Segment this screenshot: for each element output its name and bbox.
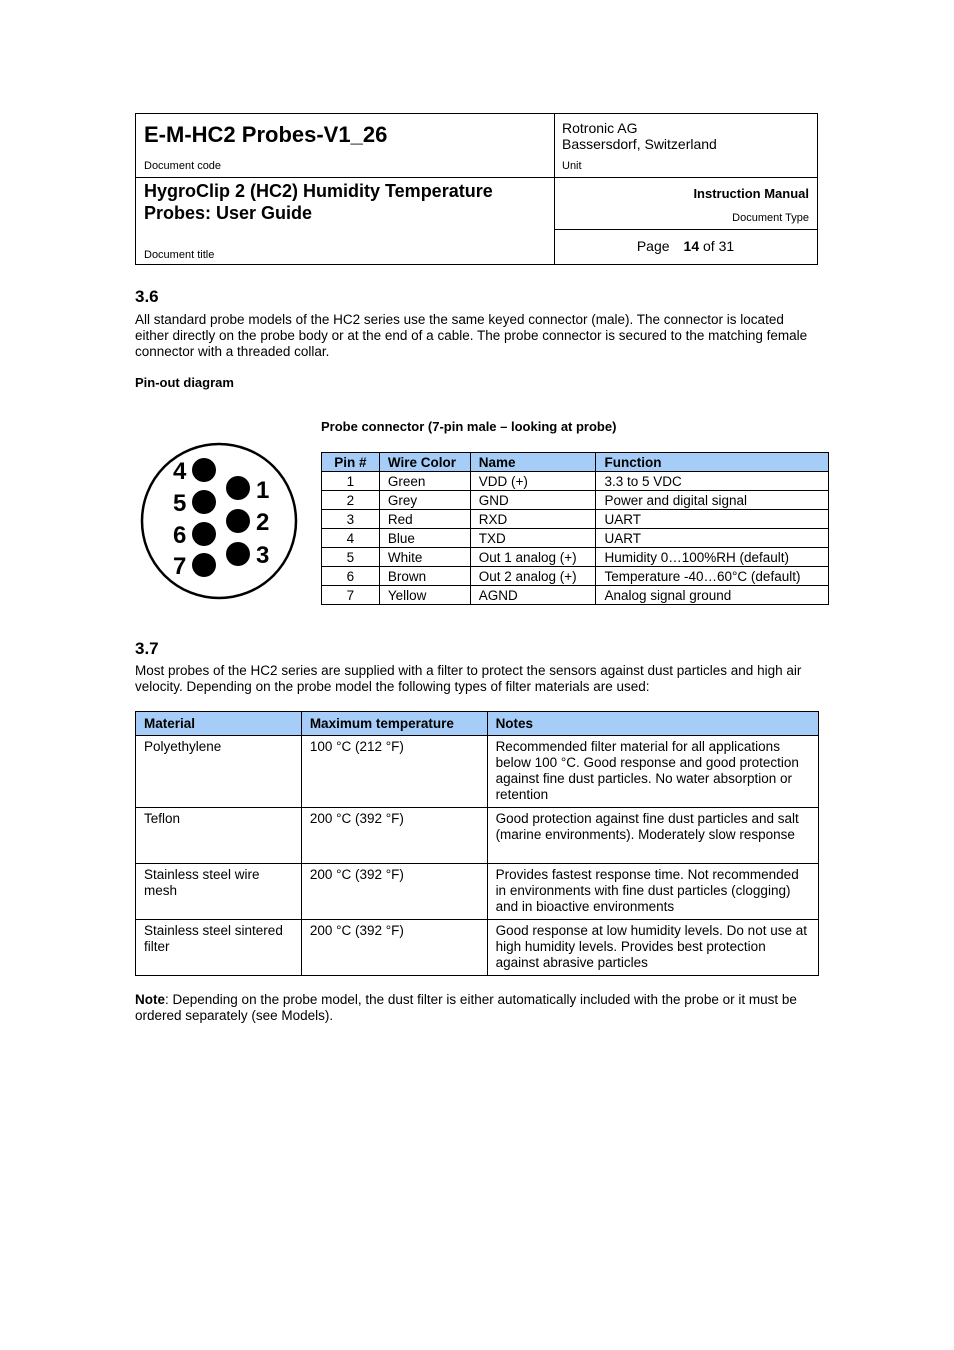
filter-max-temperature: 200 °C (392 °F) <box>301 920 487 976</box>
table-row <box>136 864 819 920</box>
filter-max-temperature: 200 °C (392 °F) <box>301 808 487 864</box>
page-number: 14 <box>683 238 700 254</box>
pin-6-dot <box>192 522 216 546</box>
pin-table-header: Pin # <box>322 453 380 472</box>
pin-name: GND <box>470 491 596 510</box>
table-row <box>136 920 819 976</box>
filter-table <box>135 711 819 976</box>
pin-1-dot <box>226 476 250 500</box>
document-code: E-M-HC2 Probes-V1_26 <box>144 122 388 147</box>
table-row <box>322 567 829 586</box>
page-total: of 31 <box>703 238 735 254</box>
document-header <box>135 113 818 265</box>
unit-line-1: Rotronic AG <box>562 120 638 136</box>
pin-function: UART <box>596 510 829 529</box>
document-type: Instruction Manual <box>693 186 809 201</box>
pin-function: Humidity 0…100%RH (default) <box>596 548 829 567</box>
pin-table-header: Function <box>596 453 829 472</box>
note-text: : Depending on the probe model, the dust filter is either automatically included with the probe or it must be ordered separately (see Models). <box>135 992 797 1023</box>
table-row <box>322 586 829 605</box>
filter-max-temperature: 200 °C (392 °F) <box>301 864 487 920</box>
pin-label-3: 3 <box>256 542 270 569</box>
unit-label: Unit <box>562 160 582 172</box>
document-type-label: Document Type <box>732 212 809 224</box>
wire-color: White <box>379 548 470 567</box>
section-heading-3-7: 3.7 <box>135 639 159 658</box>
pin-name: VDD (+) <box>470 472 596 491</box>
section-3-6-text: All standard probe models of the HC2 series use the same keyed connector (male). The connector is located either directly on the probe body or at the end of a cable. The probe connector is secured to the matching female connector with a threaded collar. <box>135 312 808 359</box>
filter-table-header: Material <box>136 712 302 736</box>
pin-name: RXD <box>470 510 596 529</box>
pin-2-dot <box>226 509 250 533</box>
pin-number: 1 <box>322 472 380 491</box>
pin-number: 2 <box>322 491 380 510</box>
pin-4-dot <box>192 458 216 482</box>
pin-function: Power and digital signal <box>596 491 829 510</box>
wire-color: Red <box>379 510 470 529</box>
wire-color: Grey <box>379 491 470 510</box>
pin-number: 6 <box>322 567 380 586</box>
table-row <box>322 548 829 567</box>
filter-notes: Good protection against fine dust particles and salt (marine environments). Moderately slow response <box>487 808 818 864</box>
pin-function: UART <box>596 529 829 548</box>
pin-number: 4 <box>322 529 380 548</box>
page-label: Page <box>636 238 670 254</box>
unit-line-2: Bassersdorf, Switzerland <box>562 136 717 152</box>
connector-caption: Probe connector (7-pin male – looking at probe) <box>321 419 617 434</box>
filter-notes: Good response at low humidity levels. Do not use at high humidity levels. Provides best protection against abrasive particles <box>487 920 818 976</box>
table-row <box>136 808 819 864</box>
pin-name: AGND <box>470 586 596 605</box>
pin-name: Out 2 analog (+) <box>470 567 596 586</box>
pin-table-header: Name <box>470 453 596 472</box>
page-indicator <box>554 238 817 254</box>
filter-table-header: Maximum temperature <box>301 712 487 736</box>
filter-table-header: Notes <box>487 712 818 736</box>
filter-material: Polyethylene <box>136 736 302 808</box>
wire-color: Green <box>379 472 470 491</box>
filter-notes: Recommended filter material for all applications below 100 °C. Good response and good protection against fine dust particles. No water absorption or retention <box>487 736 818 808</box>
table-row <box>136 736 819 808</box>
pin-label-4: 4 <box>173 458 187 485</box>
pin-table-header-row <box>322 453 829 472</box>
pin-table <box>321 452 829 605</box>
connector-pinout-diagram <box>135 438 305 604</box>
document-code-label: Document code <box>144 160 222 172</box>
pin-table-header: Wire Color <box>379 453 470 472</box>
pin-label-2: 2 <box>256 509 270 536</box>
pinout-heading: Pin-out diagram <box>135 375 234 390</box>
document-title: HygroClip 2 (HC2) Humidity Temperature Probes: User Guide <box>144 181 493 223</box>
pin-label-1: 1 <box>256 477 270 504</box>
pin-label-7: 7 <box>173 553 187 580</box>
wire-color: Blue <box>379 529 470 548</box>
section-3-7-text: Most probes of the HC2 series are supplied with a filter to protect the sensors against dust particles and high air velocity. Depending on the probe model the following types of filter materials are used: <box>135 663 802 694</box>
table-row <box>322 491 829 510</box>
table-row <box>322 510 829 529</box>
filter-material: Teflon <box>136 808 302 864</box>
wire-color: Brown <box>379 567 470 586</box>
pin-3-dot <box>226 542 250 566</box>
pin-label-6: 6 <box>173 522 187 549</box>
pin-function: 3.3 to 5 VDC <box>596 472 829 491</box>
pin-number: 5 <box>322 548 380 567</box>
connector-outline <box>142 444 296 598</box>
filter-note <box>135 992 821 1024</box>
filter-material: Stainless steel sintered filter <box>136 920 302 976</box>
table-row <box>322 529 829 548</box>
pin-5-dot <box>192 490 216 514</box>
pin-function: Analog signal ground <box>596 586 829 605</box>
pin-number: 3 <box>322 510 380 529</box>
pin-label-5: 5 <box>173 490 187 517</box>
filter-table-header-row <box>136 712 819 736</box>
note-label: Note <box>135 992 165 1007</box>
pin-7-dot <box>192 553 216 577</box>
wire-color: Yellow <box>379 586 470 605</box>
filter-material: Stainless steel wire mesh <box>136 864 302 920</box>
pin-name: TXD <box>470 529 596 548</box>
pin-function: Temperature -40…60°C (default) <box>596 567 829 586</box>
filter-max-temperature: 100 °C (212 °F) <box>301 736 487 808</box>
section-heading-3-6: 3.6 <box>135 287 159 306</box>
filter-notes: Provides fastest response time. Not recommended in environments with fine dust particles (clogging) and in bioactive environments <box>487 864 818 920</box>
pin-number: 7 <box>322 586 380 605</box>
document-title-label: Document title <box>144 249 215 261</box>
table-row <box>322 472 829 491</box>
unit-text <box>562 120 717 152</box>
pin-name: Out 1 analog (+) <box>470 548 596 567</box>
